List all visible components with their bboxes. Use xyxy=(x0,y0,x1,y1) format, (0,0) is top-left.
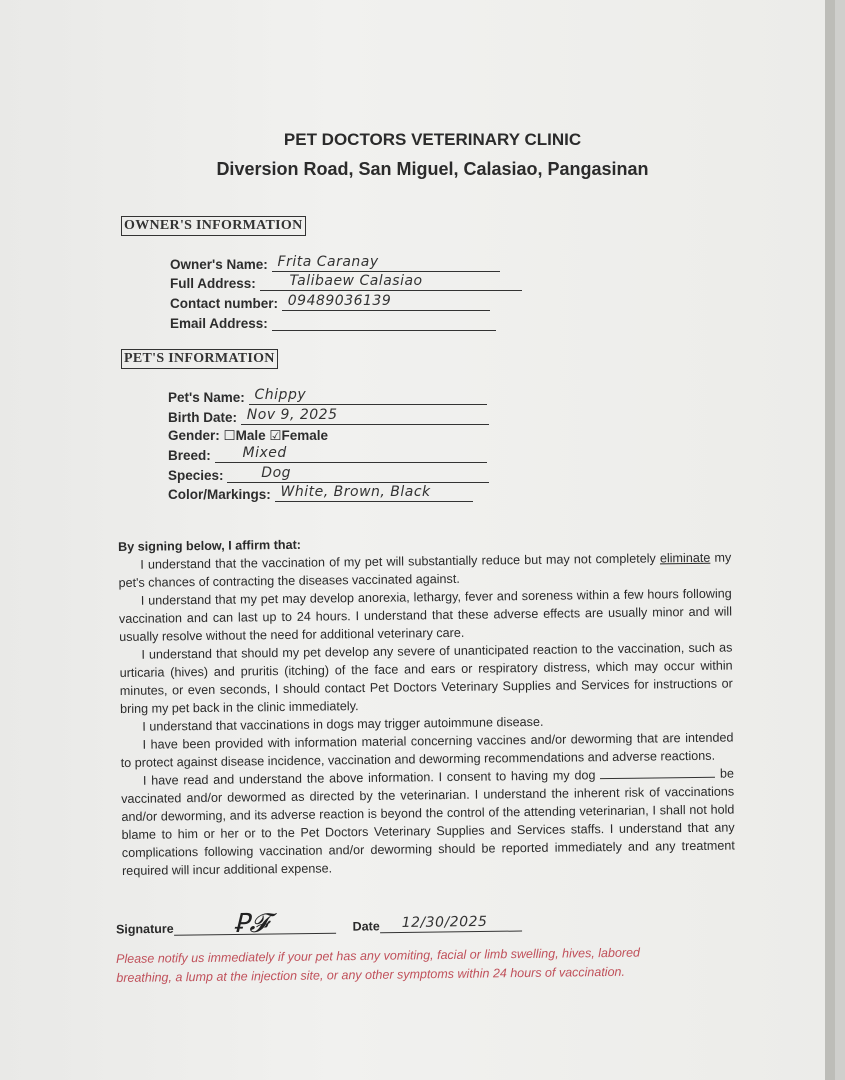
date-label: Date xyxy=(352,919,380,934)
male-label: Male xyxy=(235,428,266,443)
full-address-value: Talibaew Calasiao xyxy=(289,273,423,289)
consent-paragraph-3: I understand that should my pet develop any severe of unanticipated reaction to the vaccination, such as urticaria (hives) and pruritis (itching) of the face and ears or respiratory distress, which may occur within minutes, or even seconds, I should contact Pet Doctors Veterinary Supplies and Services for instructions or bring my pet back in the clinic immediately. xyxy=(119,640,733,716)
date-value: 12/30/2025 xyxy=(401,913,488,931)
post-vaccination-notice: Please notify us immediately if your pet has any vomiting, facial or limb swelling, hives, labored breathing, a lump at the injection site, or any other symptoms within 24 hours of vaccination. xyxy=(116,945,641,985)
consent-p6-text: I have read and understand the above information. I consent to having my dog xyxy=(142,768,601,788)
contact-number-field xyxy=(170,295,490,311)
consent-p6-text-end: be vaccinated and/or dewormed as directed by the veterinarian. I understand the inherent risk of vaccinations and/or deworming, and its adverse reaction is beyond the control of the attending veterinarian, I shall not hold blame to him or her or to the Pet Doctors Veterinary Supplies and Services staffs. I understand that any complications following vaccination and/or deworming should be reported immediately and any treatment required will incur additional expense. xyxy=(121,766,735,878)
species-value: Dog xyxy=(261,465,292,481)
signature-row xyxy=(115,908,522,940)
gender-label: Gender: xyxy=(168,428,220,443)
color-markings-field xyxy=(168,486,473,502)
breed-label: Breed: xyxy=(168,448,211,463)
signature-line[interactable] xyxy=(174,908,336,940)
consent-paragraph-5: I have been provided with information material concerning vaccines and/or deworming that are intended to protect against disease incidence, vaccination and deworming recommendations and adverse reactions. xyxy=(120,730,734,770)
email-field xyxy=(170,315,496,331)
contact-number-label: Contact number: xyxy=(170,296,278,311)
owner-name-field xyxy=(170,256,500,272)
male-checkbox-icon[interactable]: ☐ xyxy=(223,428,236,443)
color-markings-value: White, Brown, Black xyxy=(280,484,431,500)
species-field xyxy=(168,467,489,483)
consent-p1-text-end: my pet's chances of contracting the diseases vaccinated against. xyxy=(118,550,732,590)
birth-date-label: Birth Date: xyxy=(168,410,238,425)
owner-name-label: Owner's Name: xyxy=(170,257,268,272)
species-label: Species: xyxy=(168,468,224,483)
color-markings-label: Color/Markings: xyxy=(168,487,271,502)
consent-paragraph-4: I understand that vaccinations in dogs may trigger autoimmune disease. xyxy=(142,714,544,734)
pet-name-field xyxy=(168,389,487,405)
female-checkbox-checked-icon[interactable]: ☑ xyxy=(269,428,282,443)
consent-paragraph-6 xyxy=(121,764,735,879)
signature-label: Signature xyxy=(115,921,174,937)
consent-p1-underlined: eliminate xyxy=(659,550,711,566)
full-address-label: Full Address: xyxy=(170,276,256,291)
breed-value: Mixed xyxy=(242,445,287,461)
handwritten-signature-icon: Ꝑ𝓕 xyxy=(233,908,269,940)
gender-field xyxy=(168,428,328,444)
female-label: Female xyxy=(281,428,329,443)
clinic-name: PET DOCTORS VETERINARY CLINIC xyxy=(283,130,582,149)
pet-name-label: Pet's Name: xyxy=(168,390,245,405)
owner-section-title: OWNER'S INFORMATION xyxy=(121,216,306,236)
birth-date-field xyxy=(168,409,489,425)
consent-p1-text: I understand that the vaccination of my pet will substantially reduce but may not completely xyxy=(140,551,660,572)
consent-lead: By signing below, I affirm that: xyxy=(118,537,302,554)
pet-name-value: Chippy xyxy=(254,387,307,403)
owner-name-value: Frita Caranay xyxy=(277,254,379,270)
full-address-field xyxy=(170,275,522,291)
breed-field xyxy=(168,447,487,463)
birth-date-value: Nov 9, 2025 xyxy=(246,407,338,423)
contact-number-value: 09489036139 xyxy=(287,293,392,309)
dog-name-blank[interactable] xyxy=(600,777,715,779)
pet-section-title: PET'S INFORMATION xyxy=(121,349,278,369)
consent-text xyxy=(118,531,735,880)
consent-paragraph-2: I understand that my pet may develop anorexia, lethargy, fever and soreness within a few hours following vaccination and can last up to 24 hours. I understand that these adverse effects are usually minor and will usually resolve without the need for additional veterinary care. xyxy=(118,586,733,644)
clinic-address: Diversion Road, San Miguel, Calasiao, Pangasinan xyxy=(216,159,649,179)
email-label: Email Address: xyxy=(170,316,268,331)
